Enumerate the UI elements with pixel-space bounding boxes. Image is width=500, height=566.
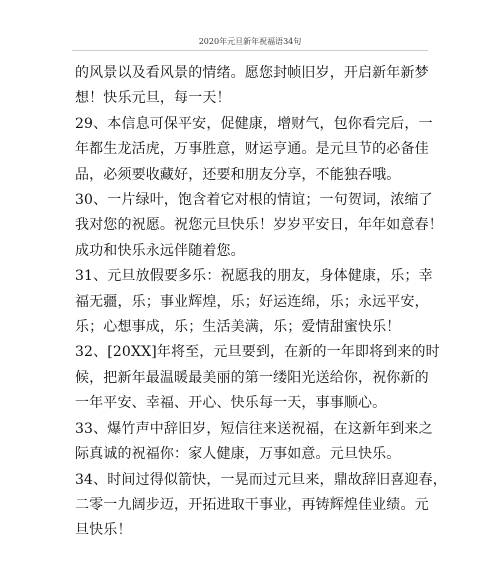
text-line: 29、本信息可保平安，促健康，增财气，包你看完后，一 [75,115,433,132]
text-line: 成功和快乐永远伴随着您。 [75,242,245,259]
text-line: 32、[20XX]年将至，元旦要到，在新的一年即将到来的时 [75,344,440,361]
paragraph [75,340,440,416]
page-header-title: 2020年元旦新年祝福语34句 [198,37,302,46]
text-line: 品，必须要收藏好，还要和朋友分享，不能独吞哦。 [75,166,401,183]
text-line: 福无疆，乐；事业辉煌，乐；好运连绵，乐；永远平安， [75,293,429,310]
text-line: 年都生龙活虎，万事胜意，财运亨通。是元旦节的必备佳 [75,141,429,158]
paragraph [75,468,447,544]
text-line: 的风景以及看风景的情绪。愿您封帧旧岁，开启新年新梦 [75,65,429,81]
text-line: 30、一片绿叶，饱含着它对根的情谊；一句贺词，浓缩了 [75,192,433,209]
text-line: 乐；心想事成，乐；生活美满，乐；爱情甜蜜快乐！ [75,319,401,336]
text-line: 31、元旦放假要多乐：祝愿我的朋友，身体健康，乐；幸 [75,268,433,285]
text-line: 一年平安、幸福、开心、快乐每一天，事事顺心。 [75,395,387,412]
header-divider [72,50,428,51]
paragraph [75,417,433,468]
text-line: 33、爆竹声中辞旧岁，短信往来送祝福，在这新年到来之 [75,420,433,437]
text-line: 旦快乐！ [75,522,132,539]
text-line: 二零一九阔步迈，开拓进取干事业，再铸辉煌佳业绩。元 [75,496,429,513]
text-line: 候，把新年最温暖最美丽的第一缕阳光送给你，祝你新的 [75,369,429,386]
text-line: 际真诚的祝福你：家人健康，万事如意。元旦快乐。 [75,446,401,463]
text-line: 我对您的祝愿。祝您元旦快乐！岁岁平安日，年年如意春！ [75,217,443,234]
paragraph [75,188,443,264]
paragraph [75,264,433,340]
paragraph [75,112,433,188]
text-line: 想！快乐元旦，每一天！ [75,90,231,107]
paragraph [75,61,427,112]
text-line: 34、时间过得似箭快，一晃而过元旦来，鼎故辞旧喜迎春， [75,471,447,488]
document-body [75,61,447,544]
